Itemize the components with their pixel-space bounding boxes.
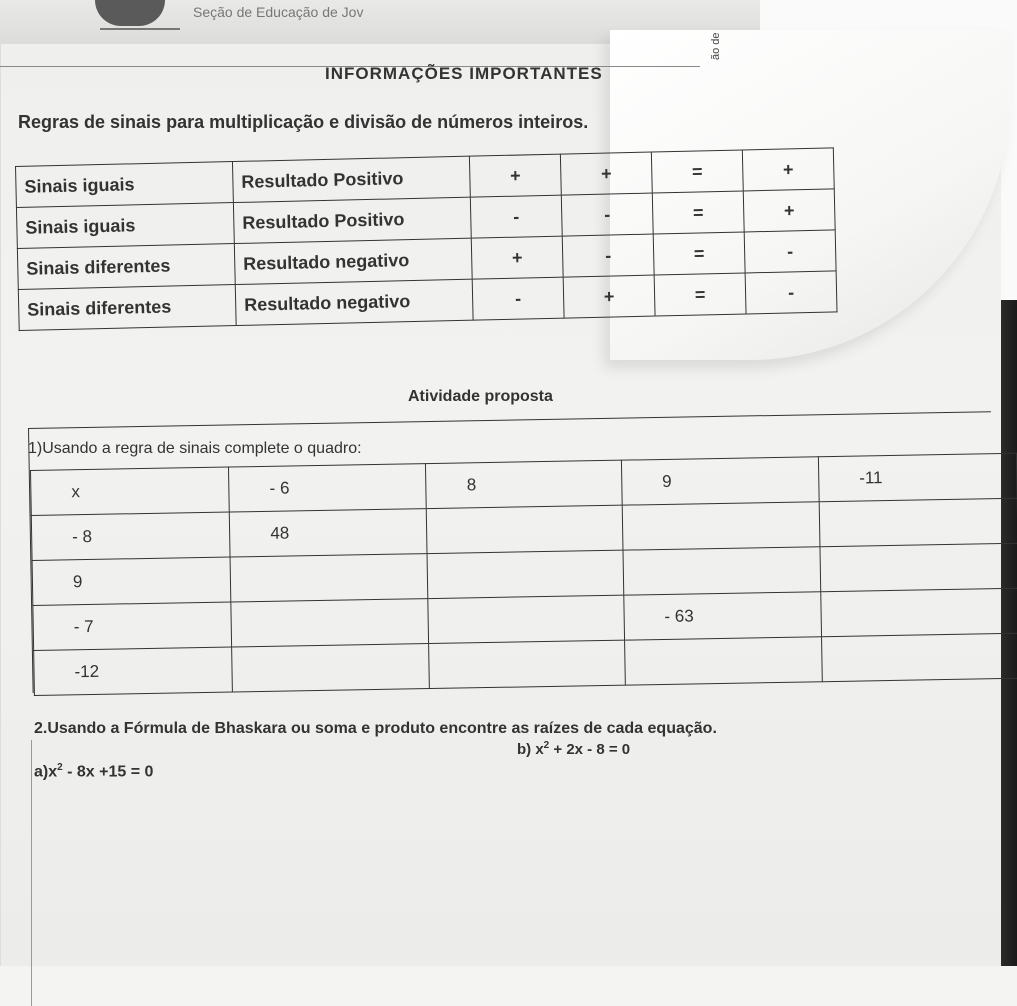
grid-cell[interactable]: [622, 502, 820, 550]
grid-cell[interactable]: [428, 595, 624, 643]
rule-equals: =: [654, 273, 746, 316]
rule-sign-a: +: [471, 236, 563, 279]
equation-b-exponent: 2: [543, 740, 550, 751]
equation-a: [34, 762, 153, 781]
rule-result: Resultado negativo: [234, 238, 472, 284]
grid-cell[interactable]: [232, 644, 430, 692]
rule-equals: =: [653, 232, 745, 275]
grid-cell[interactable]: [427, 505, 623, 553]
rule-label: Sinais iguais: [16, 203, 234, 249]
grid-cell[interactable]: [624, 637, 822, 685]
grid-cell[interactable]: 9: [32, 557, 231, 605]
school-header-text: Seção de Educação de Jov: [193, 4, 364, 20]
grid-cell[interactable]: - 63: [624, 592, 822, 640]
rule-sign-b: +: [560, 152, 652, 195]
grid-cell[interactable]: - 6: [229, 464, 427, 512]
grid-cell[interactable]: [623, 547, 821, 595]
rule-result: Resultado Positivo: [233, 197, 471, 243]
rule-label: Sinais diferentes: [18, 285, 236, 331]
rule-sign-b: +: [563, 275, 655, 318]
grid-cell[interactable]: [821, 633, 1017, 681]
page-edge-line: [31, 740, 32, 1006]
rule-sign-result: -: [744, 230, 836, 273]
grid-cell[interactable]: [821, 588, 1017, 636]
grid-cell[interactable]: 9: [621, 457, 819, 505]
school-logo-icon: [95, 0, 165, 26]
grid-cell[interactable]: -11: [818, 453, 1017, 501]
rules-subtitle: Regras de sinais para multiplicação e divisão de números inteiros.: [18, 112, 589, 132]
rule-sign-b: -: [561, 193, 653, 236]
equation-a-rest: - 8x +15 = 0: [62, 763, 154, 781]
grid-cell[interactable]: -12: [34, 647, 233, 695]
question1-text: 1)Usando a regra de sinais complete o quadro:: [28, 440, 362, 457]
grid-cell[interactable]: - 7: [33, 602, 232, 650]
rule-equals: =: [651, 150, 743, 193]
rule-result: Resultado Positivo: [232, 156, 470, 202]
rule-sign-result: +: [743, 189, 835, 232]
sign-rules-table: [15, 147, 838, 331]
equation-b-prefix: b) x: [517, 741, 544, 758]
grid-cell[interactable]: [231, 599, 429, 647]
rule-sign-a: -: [472, 277, 564, 320]
question2-text: 2.Usando a Fórmula de Bhaskara ou soma e produto encontre as raízes de cada equação.: [34, 720, 717, 737]
grid-cell[interactable]: [820, 543, 1017, 591]
equation-a-prefix: a)x: [34, 763, 58, 781]
equation-b-rest: + 2x - 8 = 0: [549, 741, 631, 758]
page-title: INFORMAÇÕES IMPORTANTES: [325, 64, 603, 83]
curl-side-text: ão de: [710, 32, 722, 60]
multiplication-grid: [30, 453, 1017, 696]
rule-sign-result: +: [742, 148, 834, 191]
rule-sign-result: -: [745, 271, 837, 314]
rule-label: Sinais iguais: [16, 162, 234, 208]
logo-underline: [100, 28, 180, 30]
activity-heading: Atividade proposta: [408, 388, 553, 405]
grid-cell[interactable]: [429, 640, 625, 688]
rule-sign-b: -: [562, 234, 654, 277]
grid-cell[interactable]: [819, 498, 1017, 546]
grid-cell[interactable]: 8: [426, 460, 622, 508]
equation-a-exponent: 2: [57, 762, 63, 773]
rule-equals: =: [652, 191, 744, 234]
grid-cell[interactable]: - 8: [31, 512, 230, 560]
rule-label: Sinais diferentes: [17, 244, 235, 290]
grid-cell[interactable]: [427, 550, 623, 598]
grid-cell[interactable]: x: [31, 467, 230, 515]
grid-cell[interactable]: 48: [229, 509, 427, 557]
rule-result: Resultado negativo: [235, 279, 473, 325]
rule-sign-a: -: [470, 195, 562, 238]
rule-sign-a: +: [469, 154, 561, 197]
grid-cell[interactable]: [230, 554, 428, 602]
equation-b: [517, 740, 630, 758]
